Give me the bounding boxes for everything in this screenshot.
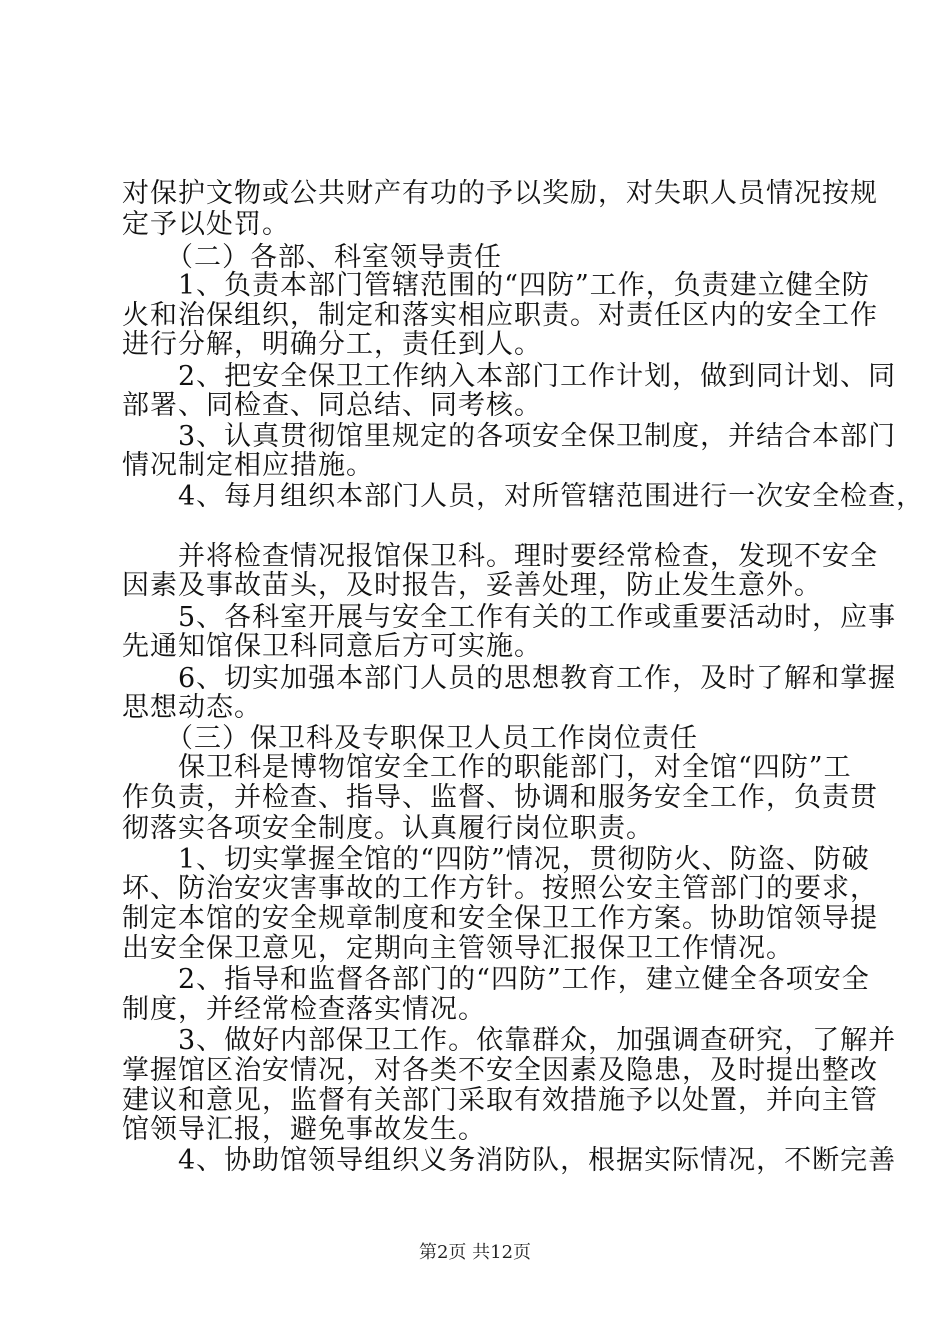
text-line: 4、协助馆领导组织义务消防队，根据实际情况，不断完善: [178, 1145, 897, 1176]
text-line: 对保护文物或公共财产有功的予以奖励，对失职人员情况按规: [122, 178, 878, 209]
text-line: 定予以处罚。: [122, 209, 290, 240]
text-line: 3、做好内部保卫工作。依靠群众，加强调查研究，了解并: [178, 1025, 897, 1056]
text-line: 作负责，并检查、指导、监督、协调和服务安全工作，负责贯: [122, 782, 878, 813]
text-line: 2、指导和监督各部门的“四防”工作，建立健全各项安全: [178, 964, 870, 995]
text-line: 制定本馆的安全规章制度和安全保卫工作方案。协助馆领导提: [122, 903, 878, 934]
text-line: 6、切实加强本部门人员的思想教育工作，及时了解和掌握: [178, 663, 897, 694]
text-line: 火和治保组织，制定和落实相应职责。对责任区内的安全工作: [122, 300, 878, 331]
text-line: 5、各科室开展与安全工作有关的工作或重要活动时，应事: [178, 602, 897, 633]
text-line: 3、认真贯彻馆里规定的各项安全保卫制度，并结合本部门: [178, 421, 897, 452]
text-line: 彻落实各项安全制度。认真履行岗位职责。: [122, 813, 654, 844]
text-line: 馆领导汇报，避免事故发生。: [122, 1114, 486, 1145]
text-line: 坏、防治安灾害事故的工作方针。按照公安主管部门的要求，: [122, 873, 878, 904]
text-line: 4、每月组织本部门人员，对所管辖范围进行一次安全检查，: [178, 481, 925, 512]
text-line: 保卫科是博物馆安全工作的职能部门，对全馆“四防”工: [178, 752, 852, 783]
text-line: 建议和意见，监督有关部门采取有效措施予以处置，并向主管: [122, 1085, 878, 1116]
text-line: 思想动态。: [122, 692, 262, 723]
text-line: 掌握馆区治安情况，对各类不安全因素及隐患，及时提出整改: [122, 1055, 878, 1086]
text-line: 情况制定相应措施。: [122, 450, 374, 481]
text-line: 先通知馆保卫科同意后方可实施。: [122, 631, 542, 662]
text-line: 因素及事故苗头，及时报告，妥善处理，防止发生意外。: [122, 570, 822, 601]
page-number: 第2页 共12页: [418, 1242, 532, 1263]
text-line: 2、把安全保卫工作纳入本部门工作计划，做到同计划、同: [178, 361, 897, 392]
section-heading: （三）保卫科及专职保卫人员工作岗位责任: [166, 723, 698, 754]
text-line: 部署、同检查、同总结、同考核。: [122, 390, 542, 421]
section-heading: （二）各部、科室领导责任: [166, 242, 502, 273]
text-line: 制度，并经常检查落实情况。: [122, 994, 486, 1025]
text-line: 1、负责本部门管辖范围的“四防”工作，负责建立健全防: [178, 270, 870, 301]
text-line: 1、切实掌握全馆的“四防”情况，贯彻防火、防盗、防破: [178, 844, 870, 875]
text-line: 进行分解，明确分工，责任到人。: [122, 329, 542, 360]
text-line: 出安全保卫意见，定期向主管领导汇报保卫工作情况。: [122, 933, 794, 964]
text-line: 并将检查情况报馆保卫科。理时要经常检查，发现不安全: [178, 541, 878, 572]
